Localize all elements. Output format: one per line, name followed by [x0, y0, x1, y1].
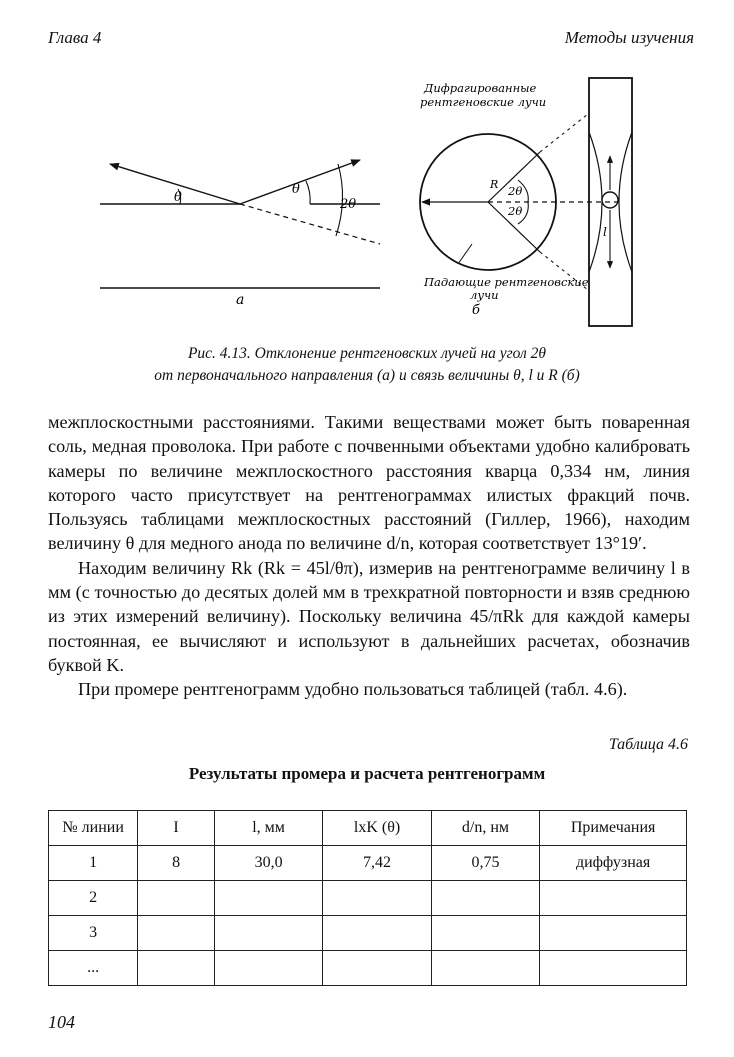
results-table: [48, 810, 687, 986]
table-cell: [431, 951, 539, 986]
running-header-title: Методы изучения: [564, 28, 694, 47]
radius-label: R: [490, 178, 499, 191]
table-row: [49, 881, 687, 916]
table-cell: [138, 951, 215, 986]
table-cell: [431, 916, 539, 951]
diagram-a: [100, 160, 380, 288]
table-cell: 3: [49, 916, 138, 951]
table-row: [49, 951, 687, 986]
diagram-a-sublabel: а: [236, 292, 245, 308]
paragraph-2: Находим величину Rk (Rk = 45l/θπ), измерив на рентгенограмме величину l в мм (с точностью до десятых долей мм в трехкратной повторности и взяв среднюю из этих измерений величину). Поскольку величина 45/πRk для каждой камеры постоянная, ее вычисляют и используют в дальнейших расчетах, обозначив буквой K.: [48, 557, 690, 675]
right-two-theta-label-2: 2θ: [508, 204, 523, 218]
table-row: [49, 846, 687, 881]
figure-4-13: [40, 64, 690, 342]
table-cell: [323, 881, 431, 916]
diffracted-rays-label-1: Дифрагированные: [424, 81, 537, 95]
table-cell: ...: [49, 951, 138, 986]
table-cell: 0,75: [431, 846, 539, 881]
table-cell: [540, 951, 687, 986]
body-text: [48, 410, 690, 702]
table-label: Таблица 4.6: [608, 736, 688, 753]
running-header-chapter: Глава 4: [48, 28, 102, 47]
paragraph-1: межплоскостными расстояниями. Такими веществами может быть поваренная соль, медная проволока. При работе с почвенными объектами удобно калибровать камеры по величине межплоскостного расстояния кварца 0,334 нм, линия которого часто присутствует на рентгенограммах илистых фракций почв. Пользуясь таблицами межплоскостных расстояний (Гиллер, 1966), находим величину θ для медного анода по величине d/n, которая соответствует 13°19′.: [48, 412, 690, 554]
table-cell: диффузная: [540, 846, 687, 881]
left-theta-label-2: θ: [292, 182, 300, 197]
table-title: Результаты промера и расчета рентгенограмм: [188, 764, 546, 783]
distance-l-label: l: [603, 225, 607, 239]
column-header: № линии: [49, 811, 138, 846]
table-cell: [138, 881, 215, 916]
table-cell: [214, 951, 322, 986]
column-header: l, мм: [214, 811, 322, 846]
table-header-row: [49, 811, 687, 846]
table-cell: [323, 951, 431, 986]
table-cell: 8: [138, 846, 215, 881]
diagram-b-sublabel: б: [472, 303, 480, 318]
table-cell: [214, 881, 322, 916]
page-number: 104: [48, 1012, 75, 1032]
table-cell: [540, 916, 687, 951]
incident-rays-label-1: Падающие рентгеновские: [424, 275, 589, 289]
column-header: d/n, нм: [431, 811, 539, 846]
figure-caption-line-1: Рис. 4.13. Отклонение рентгеновских лучей на угол 2θ: [187, 345, 547, 362]
column-header: lxK (θ): [323, 811, 431, 846]
table-cell: [214, 916, 322, 951]
table-cell: 30,0: [214, 846, 322, 881]
table-cell: 7,42: [323, 846, 431, 881]
column-header: I: [138, 811, 215, 846]
diffracted-rays-label-2: рентгеновские лучи: [420, 95, 547, 109]
table-cell: [431, 881, 539, 916]
table-cell: [323, 916, 431, 951]
table-row: [49, 916, 687, 951]
table-cell: [138, 916, 215, 951]
left-two-theta-label: 2θ: [340, 197, 357, 212]
table-cell: [540, 881, 687, 916]
left-theta-label-1: θ: [174, 190, 182, 205]
figure-caption-line-2: от первоначального направления (а) и связь величины θ, l и R (б): [154, 367, 580, 384]
column-header: Примечания: [540, 811, 687, 846]
table-cell: 2: [49, 881, 138, 916]
paragraph-3: При промере рентгенограмм удобно пользоваться таблицей (табл. 4.6).: [78, 679, 628, 700]
table-cell: 1: [49, 846, 138, 881]
right-two-theta-label-1: 2θ: [508, 184, 523, 198]
incident-rays-label-2: лучи: [470, 288, 499, 302]
